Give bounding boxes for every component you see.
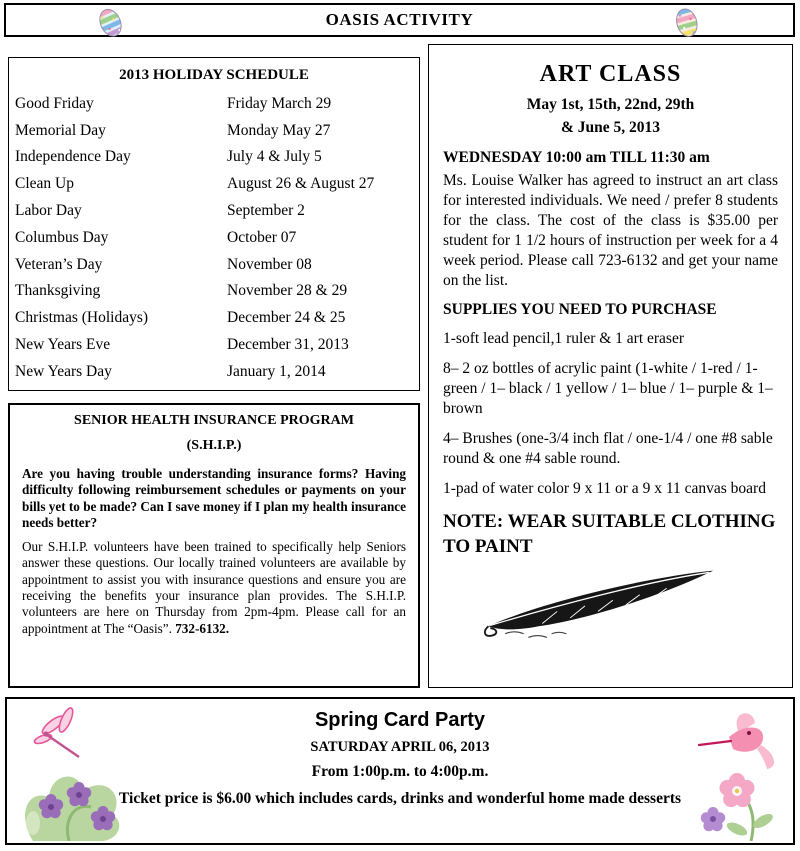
art-class-dates-line1: May 1st, 15th, 22nd, 29th — [526, 96, 695, 113]
holiday-name: Good Friday — [15, 94, 94, 112]
hummingbird-flowers-illustration — [665, 703, 783, 845]
supply-item: 1-soft lead pencil,1 ruler & 1 art eraser — [443, 330, 685, 347]
holiday-date: November 08 — [227, 255, 312, 273]
art-class-dates-line2: & June 5, 2013 — [560, 119, 661, 136]
holiday-name: Independence Day — [15, 148, 131, 166]
holiday-schedule-title: 2013 HOLIDAY SCHEDULE — [119, 67, 309, 83]
holiday-row — [9, 90, 419, 117]
ship-title: SENIOR HEALTH INSURANCE PROGRAM — [74, 413, 354, 428]
holiday-date: July 4 & July 5 — [227, 148, 322, 166]
ship-phone: 732-6132. — [175, 620, 230, 636]
holiday-name: Veteran’s Day — [15, 255, 103, 273]
holiday-row — [9, 358, 419, 385]
holiday-date: October 07 — [227, 228, 297, 246]
holiday-row — [9, 170, 419, 197]
holiday-name: Christmas (Holidays) — [15, 309, 149, 327]
holiday-name: New Years Eve — [15, 335, 111, 353]
holiday-name: Columbus Day — [15, 228, 109, 246]
holiday-date: Monday May 27 — [227, 121, 331, 139]
supply-item: 8– 2 oz bottles of acrylic paint (1-white / 1-red / 1-green / 1– black / 1 yellow / 1– blue / 1– purple & 1– brown — [443, 360, 773, 417]
ship-description-text: Our S.H.I.P. volunteers have been trained to specifically help Seniors answer these questions. Our locally trained volunteers are available by appointment to assist you with insurance questions and ensure you are receiving the benefits your insurance plan provides. The S.H.I.P. volunteers are here on Thursday from 2pm-4pm. Please call for an appointment at The “Oasis”. — [22, 539, 406, 636]
easter-egg-icon — [669, 3, 705, 47]
party-date: SATURDAY APRIL 06, 2013 — [310, 739, 490, 755]
holiday-date: December 24 & 25 — [227, 309, 346, 327]
party-ticket-info: Ticket price is $6.00 which includes cards, drinks and wonderful home made desserts — [118, 790, 682, 807]
holiday-date: Friday March 29 — [227, 94, 332, 112]
art-class-section — [428, 44, 793, 688]
art-class-description: Ms. Louise Walker has agreed to instruct an art class for interested individuals. We need / prefer 8 students for the class. The cost of the class is $35.00 per student for 1 1/2 hours of instruction per week for a 4 week period. Please call 723-6132 and get your name on the list. — [443, 172, 778, 289]
quill-pen-illustration — [473, 565, 778, 648]
easter-egg-icon — [91, 2, 131, 48]
supply-item: 4– Brushes (one-3/4 inch flat / one-1/4 / one #8 sable round & one #4 sable round. — [443, 430, 773, 467]
ship-section — [8, 403, 420, 688]
art-class-schedule: WEDNESDAY 10:00 am TILL 11:30 am — [443, 149, 710, 166]
ship-description-paragraph — [22, 539, 406, 637]
holiday-name: Thanksgiving — [15, 282, 101, 300]
holiday-name: Clean Up — [15, 175, 74, 193]
page-header — [4, 3, 795, 37]
holiday-date: December 31, 2013 — [227, 335, 349, 353]
holiday-name: Memorial Day — [15, 121, 106, 139]
supplies-title: SUPPLIES YOU NEED TO PURCHASE — [443, 301, 717, 318]
page-title: OASIS ACTIVITY — [325, 10, 474, 29]
holiday-row — [9, 304, 419, 331]
ship-questions-paragraph: Are you having trouble understanding insurance forms? Having difficulty following reimbursement schedules or payments on your bills yet to be made? Can I save money if I plan my health insurance needs better? — [22, 466, 406, 530]
holiday-row — [9, 277, 419, 304]
art-class-title: ART CLASS — [539, 61, 682, 87]
holiday-row — [9, 117, 419, 144]
dragonfly-flowers-illustration — [17, 703, 135, 845]
party-time: From 1:00p.m. to 4:00p.m. — [311, 763, 489, 780]
art-class-note: NOTE: WEAR SUITABLE CLOTHING TO PAINT — [443, 511, 776, 557]
spring-card-party-section — [5, 697, 795, 845]
holiday-row — [9, 224, 419, 251]
ship-subtitle: (S.H.I.P.) — [186, 438, 242, 453]
holiday-date: January 1, 2014 — [227, 362, 326, 380]
holiday-date: November 28 & 29 — [227, 282, 348, 300]
party-title: Spring Card Party — [314, 709, 486, 731]
holiday-schedule-section — [8, 57, 420, 391]
holiday-row — [9, 144, 419, 171]
holiday-row — [9, 331, 419, 358]
holiday-row — [9, 251, 419, 278]
holiday-date: September 2 — [227, 202, 305, 220]
holiday-date: August 26 & August 27 — [227, 175, 375, 193]
holiday-row — [9, 197, 419, 224]
supply-item: 1-pad of water color 9 x 11 or a 9 x 11 canvas board — [443, 480, 766, 497]
holiday-name: Labor Day — [15, 202, 82, 220]
holiday-name: New Years Day — [15, 362, 112, 380]
